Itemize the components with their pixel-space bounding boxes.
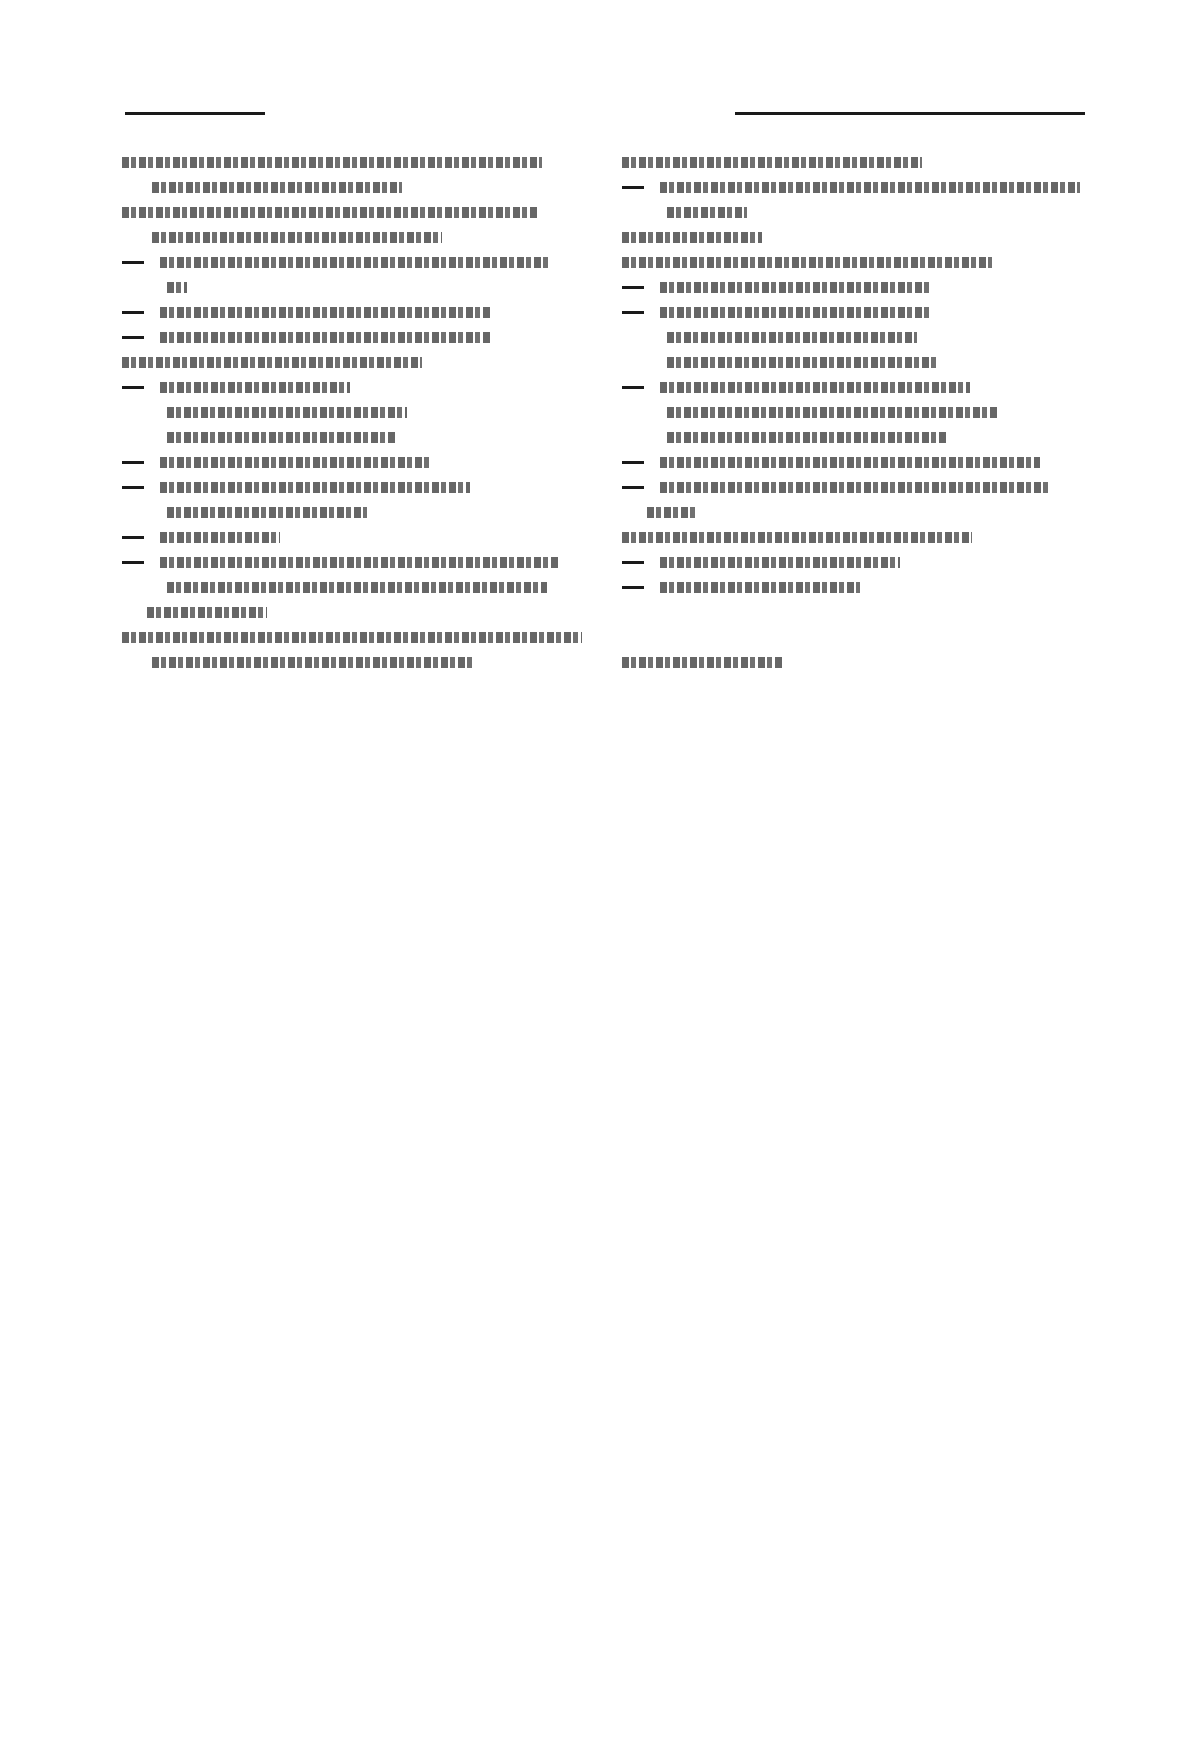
index-line <box>122 300 582 325</box>
index-line-glyphs <box>622 657 782 668</box>
index-line <box>622 175 1082 200</box>
index-line <box>622 650 1082 675</box>
index-line-glyphs <box>660 182 1080 193</box>
index-line <box>122 350 582 375</box>
header-rule-right <box>735 112 1085 115</box>
index-dash <box>122 461 144 464</box>
index-line <box>622 600 1082 625</box>
index-line-glyphs <box>122 632 582 643</box>
index-line-glyphs <box>660 307 930 318</box>
index-line <box>122 600 582 625</box>
index-line <box>622 250 1082 275</box>
index-line <box>622 375 1082 400</box>
index-line-glyphs <box>167 582 547 593</box>
index-dash <box>622 561 644 564</box>
header-rule-left <box>125 112 265 115</box>
index-line <box>122 175 582 200</box>
index-line-glyphs <box>622 157 922 168</box>
index-line <box>622 625 1082 650</box>
index-dash <box>622 586 644 589</box>
index-dash <box>122 386 144 389</box>
index-line-glyphs <box>660 457 1040 468</box>
index-dash <box>122 536 144 539</box>
index-dash <box>622 286 644 289</box>
index-line <box>622 550 1082 575</box>
index-line-glyphs <box>167 407 407 418</box>
index-line-glyphs <box>160 482 470 493</box>
index-line-glyphs <box>152 657 472 668</box>
index-line <box>622 325 1082 350</box>
index-line-glyphs <box>660 557 900 568</box>
page-header <box>125 82 1085 116</box>
index-line-glyphs <box>160 457 430 468</box>
index-dash <box>622 461 644 464</box>
index-line-glyphs <box>160 307 490 318</box>
index-line <box>122 625 582 650</box>
index-line-glyphs <box>667 407 997 418</box>
index-line-glyphs <box>622 257 992 268</box>
index-line-glyphs <box>160 332 490 343</box>
index-dash <box>622 311 644 314</box>
index-line <box>122 275 582 300</box>
index-line-glyphs <box>122 357 422 368</box>
index-line <box>122 550 582 575</box>
index-line-glyphs <box>667 207 747 218</box>
index-line <box>122 200 582 225</box>
index-line-glyphs <box>667 432 947 443</box>
index-line <box>622 475 1082 500</box>
index-dash <box>122 561 144 564</box>
index-line <box>622 275 1082 300</box>
index-line-glyphs <box>122 157 542 168</box>
index-line <box>122 525 582 550</box>
index-line-glyphs <box>160 557 560 568</box>
index-line <box>122 325 582 350</box>
index-line-glyphs <box>160 257 550 268</box>
index-line-glyphs <box>667 332 917 343</box>
index-dash <box>622 386 644 389</box>
index-line <box>622 500 1082 525</box>
index-dash <box>622 486 644 489</box>
index-line <box>122 450 582 475</box>
index-line <box>622 200 1082 225</box>
index-line <box>622 575 1082 600</box>
index-line-glyphs <box>122 207 537 218</box>
index-line-glyphs <box>160 382 350 393</box>
index-line <box>122 425 582 450</box>
index-line <box>622 425 1082 450</box>
index-dash <box>122 311 144 314</box>
index-line <box>622 300 1082 325</box>
index-line-glyphs <box>660 382 970 393</box>
index-line-glyphs <box>167 432 397 443</box>
index-line <box>122 375 582 400</box>
index-line <box>622 400 1082 425</box>
index-line-glyphs <box>167 507 367 518</box>
index-dash <box>122 486 144 489</box>
index-line <box>122 500 582 525</box>
index-line-glyphs <box>152 232 442 243</box>
index-line-glyphs <box>622 232 762 243</box>
index-dash <box>622 186 644 189</box>
index-line-glyphs <box>622 532 972 543</box>
index-dash <box>122 336 144 339</box>
index-column-right <box>622 150 1082 675</box>
index-line-glyphs <box>647 507 697 518</box>
index-line <box>122 575 582 600</box>
index-column-left <box>122 150 582 675</box>
index-line <box>122 150 582 175</box>
index-dash <box>122 261 144 264</box>
index-line-glyphs <box>660 482 1050 493</box>
index-line <box>622 225 1082 250</box>
index-line <box>122 250 582 275</box>
index-line <box>122 475 582 500</box>
index-line <box>622 150 1082 175</box>
index-line-glyphs <box>667 357 937 368</box>
index-line-glyphs <box>152 182 402 193</box>
index-line-glyphs <box>160 532 280 543</box>
index-line <box>622 525 1082 550</box>
index-line <box>622 450 1082 475</box>
index-line <box>622 350 1082 375</box>
index-line <box>122 225 582 250</box>
running-head <box>425 82 845 106</box>
index-line-glyphs <box>660 282 930 293</box>
index-line <box>122 400 582 425</box>
index-line <box>122 650 582 675</box>
index-line-glyphs <box>147 607 267 618</box>
index-line-glyphs <box>660 582 860 593</box>
index-line-glyphs <box>167 282 187 293</box>
